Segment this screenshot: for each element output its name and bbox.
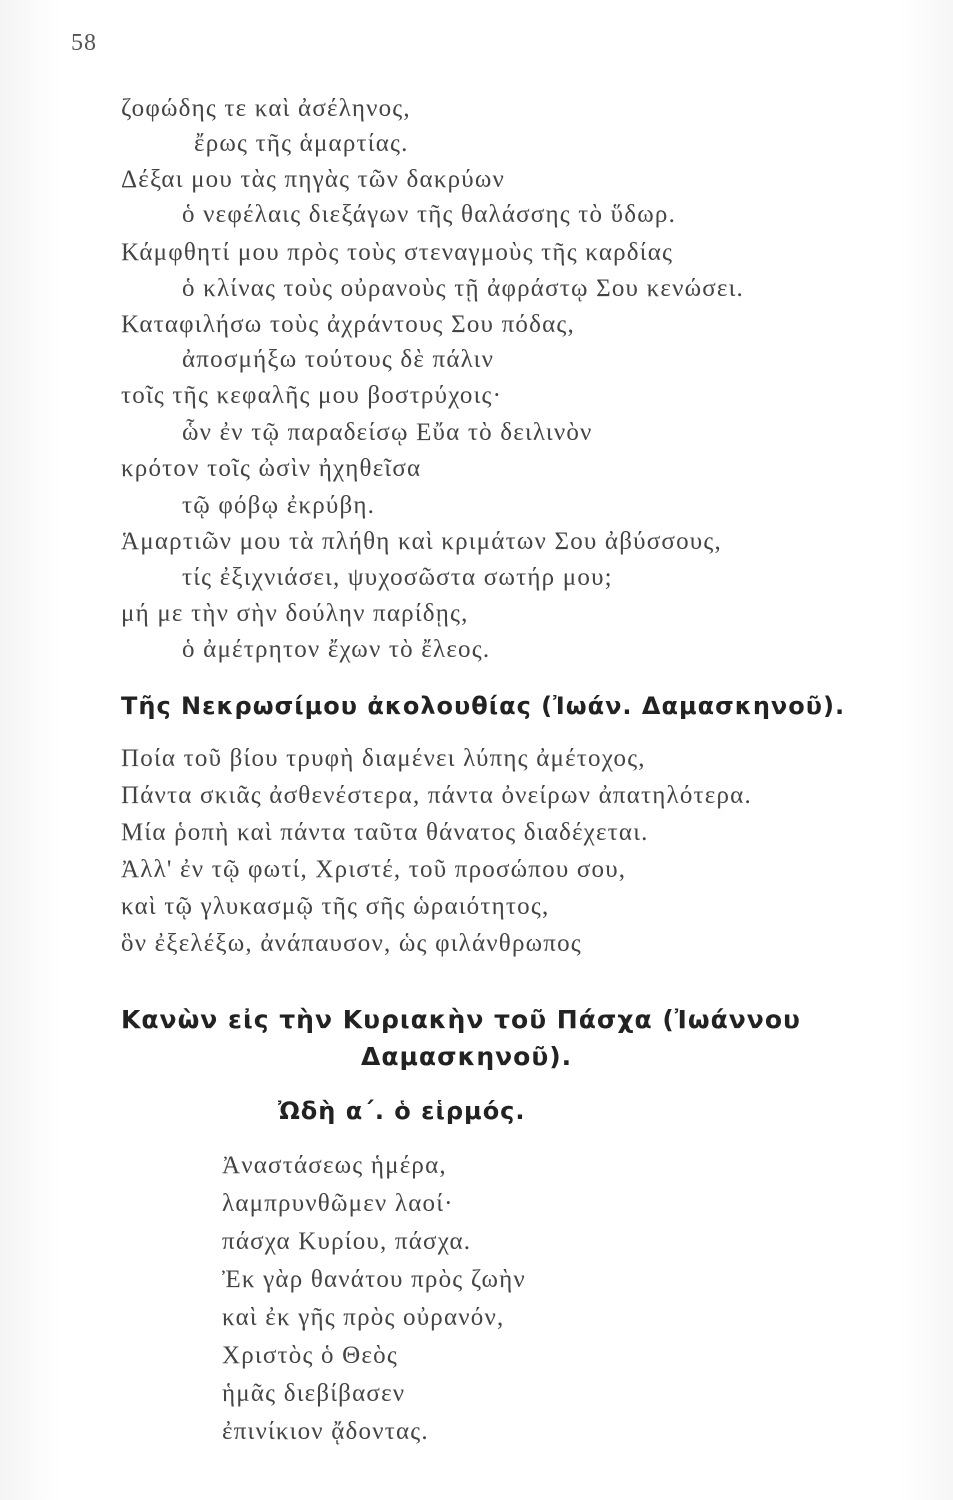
verse-line: ὁ ἀμέτρητον ἔχων τὸ ἔλεος. [182, 636, 491, 663]
section-heading: Τῆς Νεκρωσίμου ἀκολουθίας (Ἰωάν. Δαμασκηνοῦ). [121, 692, 846, 720]
verse-line: Μία ῥοπὴ καὶ πάντα ταῦτα θάνατος διαδέχεται. [121, 819, 649, 846]
verse-line: πάσχα Κυρίου, πάσχα. [222, 1228, 472, 1255]
verse-line: Δέξαι μου τὰς πηγὰς τῶν δακρύων [121, 166, 506, 193]
verse-line: τοῖς τῆς κεφαλῆς μου βοστρύχοις· [121, 382, 503, 409]
verse-line: Ἀλλ' ἐν τῷ φωτί, Χριστέ, τοῦ προσώπου σου, [121, 856, 627, 883]
verse-line: Χριστὸς ὁ Θεὸς [222, 1342, 398, 1369]
verse-line: ὃν ἐξελέξω, ἀνάπαυσον, ὡς φιλάνθρωπος [121, 930, 582, 957]
verse-line: ἔρως τῆς ἁμαρτίας. [194, 130, 409, 157]
verse-line: κρότον τοῖς ὠσὶν ἠχηθεῖσα [121, 455, 422, 482]
section-heading-continued: Δαμασκηνοῦ). [361, 1042, 573, 1071]
verse-line: ἀποσμήξω τούτους δὲ πάλιν [182, 346, 495, 373]
section-heading: Κανὼν εἰς τὴν Κυριακὴν τοῦ Πάσχα (Ἰωάννου [121, 1005, 801, 1034]
verse-line: Ἁμαρτιῶν μου τὰ πλήθη καὶ κριμάτων Σου ἀβύσσους, [121, 528, 722, 555]
verse-line: τῷ φόβῳ ἐκρύβη. [182, 492, 376, 519]
page-number: 58 [71, 30, 97, 56]
verse-line: ἐπινίκιον ᾄδοντας. [222, 1418, 429, 1445]
verse-line: καὶ τῷ γλυκασμῷ τῆς σῆς ὡραιότητος, [121, 893, 550, 920]
verse-line: Κάμφθητί μου πρὸς τοὺς στεναγμοὺς τῆς καρδίας [121, 239, 674, 266]
ode-subtitle: Ὠδὴ α΄. ὁ εἱρμός. [278, 1097, 526, 1125]
verse-line: λαμπρυνθῶμεν λαοί· [222, 1190, 454, 1217]
verse-line: Ἀναστάσεως ἡμέρα, [222, 1152, 447, 1179]
verse-line: Ποία τοῦ βίου τρυφὴ διαμένει λύπης ἀμέτοχος, [121, 745, 646, 772]
verse-line: Καταφιλήσω τοὺς ἀχράντους Σου πόδας, [121, 311, 575, 338]
verse-line: τίς ἐξιχνιάσει, ψυχοσῶστα σωτήρ μου; [182, 564, 613, 591]
verse-line: ὧν ἐν τῷ παραδείσῳ Εὔα τὸ δειλινὸν [182, 419, 593, 446]
verse-line: Ἐκ γὰρ θανάτου πρὸς ζωὴν [222, 1266, 526, 1293]
verse-line: ὁ κλίνας τοὺς οὐρανοὺς τῇ ἀφράστῳ Σου κενώσει. [182, 275, 744, 302]
verse-line: ἡμᾶς διεβίβασεν [222, 1380, 406, 1407]
verse-line: Πάντα σκιᾶς ἀσθενέστερα, πάντα ὀνείρων ἀπατηλότερα. [121, 782, 752, 809]
verse-line: ὁ νεφέλαις διεξάγων τῆς θαλάσσης τὸ ὕδωρ. [182, 201, 677, 228]
verse-line: μή με τὴν σὴν δούλην παρίδῃς, [121, 600, 469, 627]
verse-line: καὶ ἐκ γῆς πρὸς οὐρανόν, [222, 1304, 505, 1331]
verse-line: ζοφώδης τε καὶ ἀσέληνος, [121, 95, 411, 122]
